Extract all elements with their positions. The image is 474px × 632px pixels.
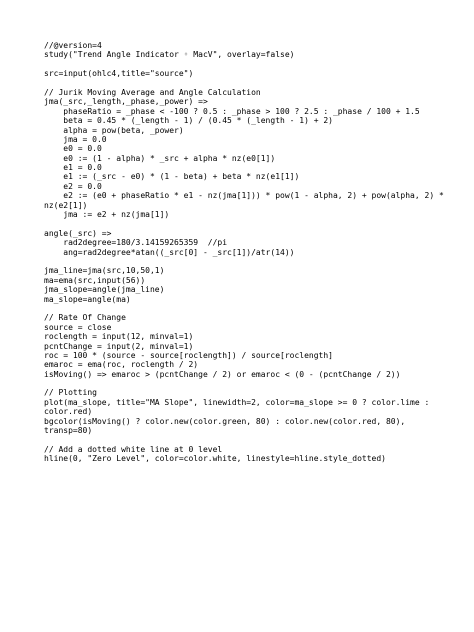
code-comment: // Add a dotted white line at 0 level (44, 444, 223, 454)
blank-line (44, 435, 464, 444)
code-line: jma_slope=angle(jma_line) (44, 285, 165, 295)
code-line: jma := e2 + nz(jma[1]) (44, 210, 170, 220)
code-line: src=input(ohlc4,title="source") (44, 69, 194, 79)
code-comment: // Plotting (44, 388, 97, 398)
code-line: e1 := (_src - e0) * (1 - beta) + beta * nz(e1[1]) (44, 172, 300, 182)
code-line: jma(_src,_length,_phase,_power) => (44, 97, 208, 107)
code-line: phaseRatio = _phase < -100 ? 0.5 : _phase > 100 ? 2.5 : _phase / 100 + 1.5 (44, 106, 420, 116)
code-line: rad2degree=180/3.14159265359 //pi (44, 238, 228, 248)
code-line: e0 = 0.0 (44, 144, 102, 154)
code-line: plot(ma_slope, title="MA Slope", linewidth=2, color=ma_slope >= 0 ? color.lime : (44, 397, 430, 407)
code-line: isMoving() => emaroc > (pcntChange / 2) or emaroc < (0 - (pcntChange / 2)) (44, 369, 401, 379)
code-line: study("Trend Angle Indicator ◦ MacV", overlay=false) (44, 50, 295, 60)
code-line: transp=80) (44, 426, 93, 436)
code-line: e2 := (e0 + phaseRatio * e1 - nz(jma[1])) * pow(1 - alpha, 2) + pow(alpha, 2) * (44, 191, 444, 201)
code-line: roc = 100 * (source - source[roclength]) / source[roclength] (44, 350, 333, 360)
code-line: //@version=4 (44, 41, 102, 50)
code-line: source = close (44, 322, 112, 332)
code-line: ang=rad2degree*atan((_src[0] - _src[1])/atr(14)) (44, 247, 295, 257)
blank-line (44, 257, 464, 266)
blank-line (44, 79, 464, 88)
code-line: color.red) (44, 407, 93, 417)
code-comment: // Jurik Moving Average and Angle Calculation (44, 87, 261, 97)
blank-line (44, 379, 464, 388)
code-comment: // Rate Of Change (44, 313, 126, 323)
code-line: roclength = input(12, minval=1) (44, 332, 194, 342)
code-line: emaroc = ema(roc, roclength / 2) (44, 360, 199, 370)
code-line: jma_line=jma(src,10,50,1) (44, 266, 165, 276)
code-line: angle(_src) => (44, 228, 112, 238)
blank-line (44, 219, 464, 228)
code-line: e0 := (1 - alpha) * _src + alpha * nz(e0[1]) (44, 153, 276, 163)
code-line: nz(e2[1]) (44, 200, 88, 210)
code-line: e1 = 0.0 (44, 163, 102, 173)
code-line: beta = 0.45 * (_length - 1) / (0.45 * (_length - 1) + 2) (44, 116, 333, 126)
blank-line (44, 60, 464, 69)
code-line: pcntChange = input(2, minval=1) (44, 341, 194, 351)
code-line: jma = 0.0 (44, 134, 107, 144)
code-line: ma=ema(src,input(56)) (44, 275, 146, 285)
code-block (44, 41, 464, 464)
code-line: bgcolor(isMoving() ? color.new(color.green, 80) : color.new(color.red, 80), (44, 416, 406, 426)
code-line: alpha = pow(beta, _power) (44, 125, 184, 135)
code-line: e2 = 0.0 (44, 181, 102, 191)
blank-line (44, 304, 464, 313)
code-line: ma_slope=angle(ma) (44, 294, 131, 304)
code-line: hline(0, "Zero Level", color=color.white, linestyle=hline.style_dotted) (44, 454, 386, 464)
